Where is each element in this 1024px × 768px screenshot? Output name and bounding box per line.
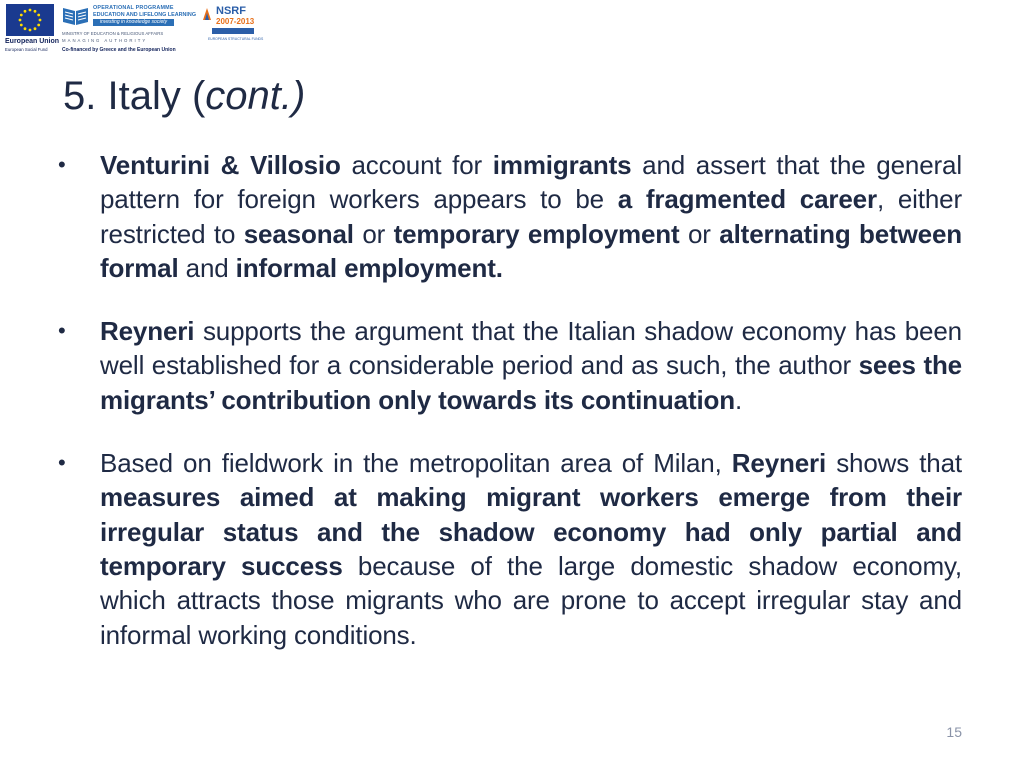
nsrf-bar bbox=[212, 28, 254, 34]
bullet-icon: • bbox=[58, 152, 66, 177]
bullet-bold-run: a fragmented career bbox=[617, 184, 877, 215]
programme-name-line2: EDUCATION AND LIFELONG LEARNING bbox=[93, 12, 197, 18]
eu-logo bbox=[4, 4, 60, 54]
slide-title-main: 5. Italy ( bbox=[63, 74, 206, 118]
slide-title-italic: cont.) bbox=[205, 74, 306, 118]
bullet-icon: • bbox=[58, 450, 66, 476]
bullet-bold-run: alternating between formal bbox=[100, 218, 962, 283]
bullet-text-run: , either restricted to bbox=[100, 184, 962, 249]
bullet-bold-run: Reyneri bbox=[100, 316, 195, 347]
sponsor-logo-strip bbox=[4, 4, 264, 54]
eu-flag-icon bbox=[6, 4, 54, 36]
programme-name-line1: OPERATIONAL PROGRAMME bbox=[93, 5, 174, 11]
bullet-bold-run: Reyneri bbox=[731, 448, 827, 479]
bullet-text-run: account for bbox=[340, 150, 493, 180]
nsrf-logo bbox=[200, 4, 264, 46]
bullet-bold-run: immigrants bbox=[492, 150, 632, 180]
bullet-text-run: and assert that the general pattern for foreign workers appears to be bbox=[100, 150, 962, 215]
eu-logo-text: European Union bbox=[5, 38, 60, 45]
cofinanced-text: Co-financed by Greece and the European Union bbox=[62, 47, 176, 53]
bullet-text-run: and bbox=[178, 252, 236, 283]
book-emblem-icon bbox=[62, 5, 89, 27]
bullet-text-run: . bbox=[735, 384, 743, 415]
bullet-icon: • bbox=[58, 318, 66, 344]
page-number: 15 bbox=[946, 724, 962, 740]
eu-logo-subtext: European Social Fund bbox=[5, 47, 48, 52]
bullet-text bbox=[100, 314, 962, 417]
bullet-item bbox=[58, 148, 962, 285]
bullet-text bbox=[100, 148, 962, 285]
bullet-text-run: because of the large domestic shadow economy, which attracts those migrants who are prone to accept irregular stay and informal working conditions. bbox=[100, 550, 962, 650]
bullet-text-run: Based on fieldwork in the metropolitan area of Milan, bbox=[100, 448, 732, 479]
bullet-text-run: or bbox=[353, 218, 394, 249]
bullet-text-run: supports the argument that the Italian shadow economy has been well established for a considerable period and as such, the author bbox=[100, 316, 962, 381]
bullet-bold-run: temporary employment bbox=[393, 218, 680, 249]
bullet-bold-run: seasonal bbox=[243, 218, 354, 249]
bullet-text-run: or bbox=[679, 218, 720, 249]
bullet-bold-run: informal employment. bbox=[235, 252, 503, 283]
bullet-bold-run: sees the migrants’ contribution only towards its continuation bbox=[100, 350, 962, 415]
bullet-bold-run: measures aimed at making migrant workers emerge from their irregular status and the shadow economy had only partial and temporary success bbox=[100, 482, 962, 581]
bullet-text-run: shows that bbox=[826, 448, 962, 479]
nsrf-title: NSRF bbox=[216, 5, 246, 17]
bullet-list bbox=[58, 148, 962, 681]
nsrf-years: 2007-2013 bbox=[216, 17, 255, 26]
programme-slogan: investing in knowledge society bbox=[93, 19, 174, 26]
ministry-text: MINISTRY OF EDUCATION & RELIGIOUS AFFAIRS bbox=[62, 31, 164, 36]
bullet-item bbox=[58, 314, 962, 417]
slide-title bbox=[63, 73, 305, 119]
nsrf-emblem-icon bbox=[201, 7, 213, 21]
managing-authority-text: MANAGING AUTHORITY bbox=[62, 38, 148, 43]
bullet-item bbox=[58, 446, 962, 652]
bullet-bold-run: Venturini & Villosio bbox=[100, 150, 341, 180]
nsrf-subtitle: EUROPEAN STRUCTURAL FUNDS bbox=[208, 37, 264, 41]
bullet-text bbox=[100, 446, 962, 652]
